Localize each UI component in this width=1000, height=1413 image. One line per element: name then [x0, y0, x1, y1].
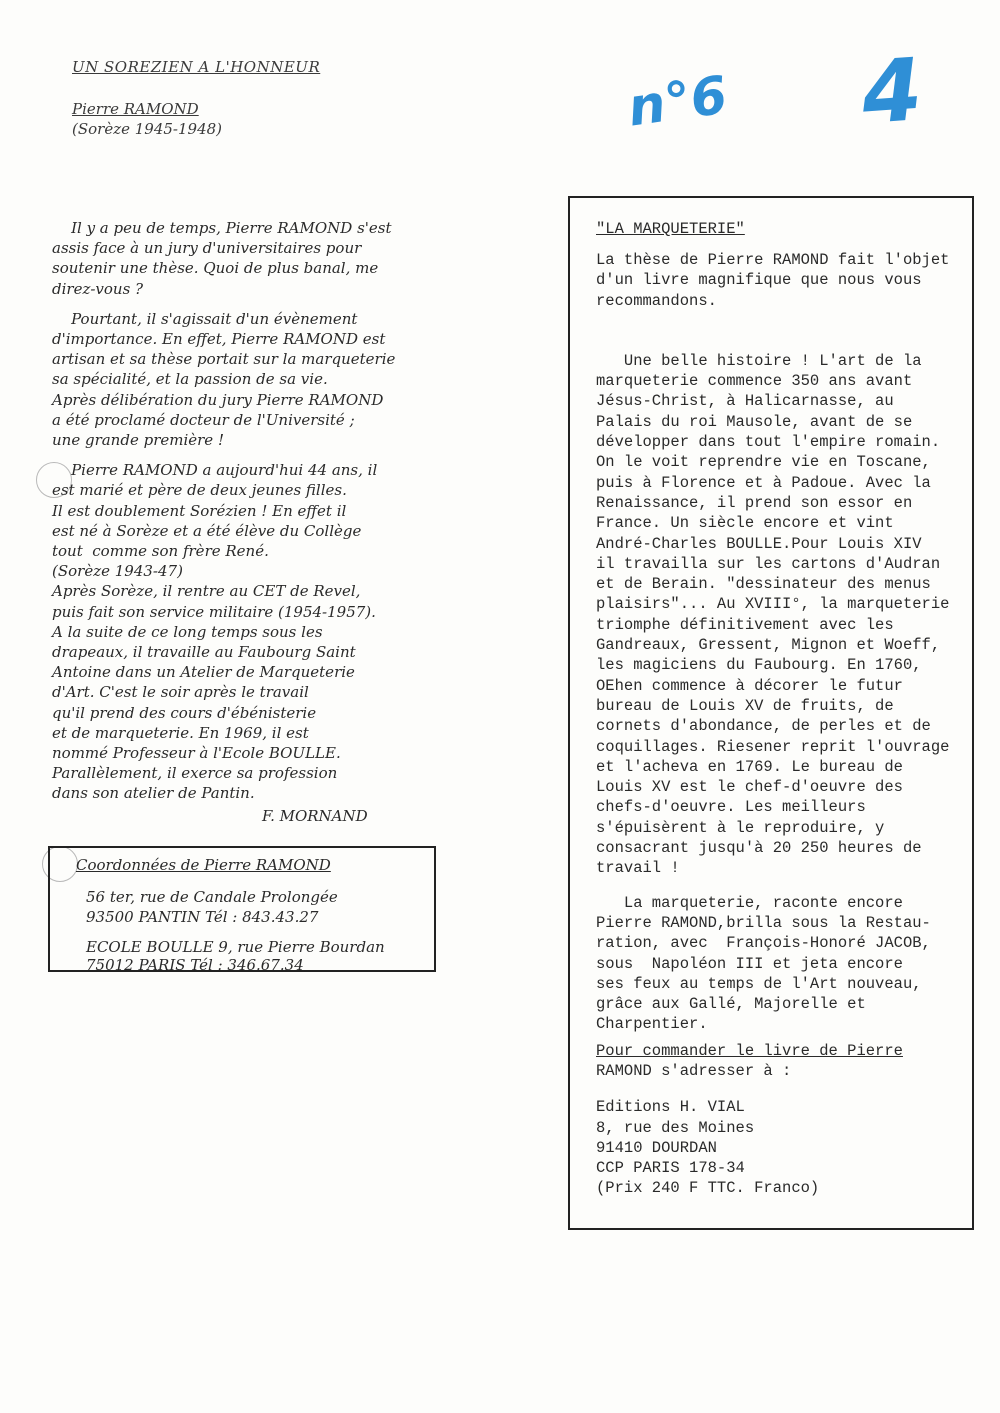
intro-line: La thèse de Pierre RAMOND fait l'objet [596, 251, 950, 269]
article-line: Après délibération du jury Pierre RAMOND [52, 390, 384, 409]
story-line: triomphe définitivement avec les [596, 615, 894, 634]
marqueterie-box [568, 196, 974, 1230]
publisher-line: 8, rue des Moines [596, 1118, 755, 1137]
article-line: Parallèlement, il exerce sa profession [52, 764, 338, 783]
address-line: ECOLE BOULLE 9, rue Pierre Bourdan [86, 938, 385, 956]
article-line: soutenir une thèse. Quoi de plus banal, me [52, 259, 379, 278]
story-line: développer dans tout l'empire romain. [596, 433, 941, 452]
story-line: bureau de Louis XV de fruits, de [596, 696, 894, 715]
restoration-line: sous Napoléon III et jeta encore [596, 954, 903, 973]
article-line: et de marqueterie. En 1969, il est [52, 723, 309, 742]
publisher-line: 91410 DOURDAN [596, 1138, 717, 1157]
coordinates-box [48, 846, 436, 972]
story-line: plaisirs"... Au XVIII°, la marqueterie [596, 595, 950, 614]
box-title: "LA MARQUETERIE" [596, 220, 745, 238]
story-line: coquillages. Riesener reprit l'ouvrage [596, 737, 950, 756]
story-line: On le voit reprendre vie en Toscane, [596, 453, 931, 472]
article-line: drapeaux, il travaille au Faubourg Saint [52, 643, 356, 662]
story-line: s'épuisèrent à le reproduire, y [596, 818, 885, 837]
article-line: qu'il prend des cours d'ébénisterie [52, 703, 317, 722]
story-line: Louis XV est le chef-d'oeuvre des [596, 778, 903, 797]
handwritten-number: n°6 [624, 65, 731, 139]
publisher-line: Editions H. VIAL [596, 1098, 745, 1117]
story-line: il travailla sur les cartons d'Audran [596, 554, 941, 573]
story-line: les magiciens du Faubourg. En 1760, [596, 656, 922, 675]
article-line: dans son atelier de Pantin. [52, 784, 255, 803]
restoration-line: La marqueterie, raconte encore [596, 893, 903, 912]
article-line [52, 450, 538, 460]
article-line: d'importance. En effet, Pierre RAMOND est [52, 330, 386, 349]
intro-line: d'un livre magnifique que nous vous [596, 271, 922, 290]
article-line: une grande première ! [52, 431, 224, 450]
restoration-line: grâce aux Gallé, Majorelle et [596, 995, 866, 1014]
story-line: et l'acheva en 1769. Le bureau de [596, 757, 903, 776]
article-line: Après Sorèze, il rentre au CET de Revel, [52, 582, 361, 601]
article-line: Antoine dans un Atelier de Marqueterie [52, 663, 355, 682]
restoration-line: Pierre RAMOND,brilla sous la Restau- [596, 913, 931, 932]
coordinates-title: Coordonnées de Pierre RAMOND [76, 856, 331, 874]
article-body [52, 218, 538, 826]
article-line: (Sorèze 1943-47) [52, 562, 183, 581]
story-line: André-Charles BOULLE.Pour Louis XIV [596, 534, 922, 553]
article-line: Pourtant, il s'agissait d'un évènement [52, 309, 358, 328]
story-paragraph [596, 351, 968, 879]
article-line: puis fait son service militaire (1954-1957). [52, 602, 376, 621]
article-line: A la suite de ce long temps sous les [52, 622, 323, 641]
story-line: puis à Florence et à Padoue. Avec la [596, 473, 931, 492]
intro-paragraph [596, 250, 968, 311]
publisher-line: CCP PARIS 178-34 [596, 1159, 745, 1178]
article-line: assis face à un jury d'universitaires pour [52, 239, 362, 258]
restoration-paragraph [596, 893, 968, 1035]
address-line: 75012 PARIS Tél : 346.67.34 [86, 956, 304, 974]
story-line: OEhen commence à décorer le futur [596, 676, 903, 695]
restoration-line: Charpentier. [596, 1015, 708, 1034]
story-line: marqueterie commence 350 ans avant [596, 372, 913, 391]
article-line: sa spécialité, et la passion de sa vie. [52, 370, 328, 389]
article-line: direz-vous ? [52, 279, 144, 298]
story-line: chefs-d'oeuvre. Les meilleurs [596, 798, 866, 817]
story-line: France. Un siècle encore et vint [596, 514, 894, 533]
restoration-line: ses feux au temps de l'Art nouveau, [596, 974, 922, 993]
story-line: travail ! [596, 859, 680, 878]
story-line: consacrant jusqu'à 20 250 heures de [596, 839, 922, 858]
story-line: Gandreaux, Gressent, Mignon et Woeff, [596, 636, 941, 655]
article-line: d'Art. C'est le soir après le travail [52, 683, 309, 702]
intro-line: recommandons. [596, 291, 717, 310]
person-years: (Sorèze 1945-1948) [72, 120, 223, 138]
story-line: Jésus-Christ, à Halicarnasse, au [596, 392, 894, 411]
story-line: Palais du roi Mausole, avant de se [596, 412, 913, 431]
story-line: et de Berain. "dessinateur des menus [596, 575, 931, 594]
article-line: tout comme son frère René. [52, 542, 269, 561]
article-line: artisan et sa thèse portait sur la marqueterie [52, 350, 396, 369]
article-signature: F. MORNAND [262, 806, 368, 825]
article-line: nommé Professeur à l'Ecole BOULLE. [52, 744, 341, 763]
address-line: 93500 PANTIN Tél : 843.43.27 [86, 908, 319, 926]
article-line: Il est doublement Sorézien ! En effet il [52, 501, 347, 520]
story-line: cornets d'abondance, de perles et de [596, 717, 931, 736]
article-line: a été proclamé docteur de l'Université ; [52, 410, 355, 429]
article-line: est né à Sorèze et a été élève du Collège [52, 521, 362, 540]
article-line [52, 299, 538, 309]
person-name: Pierre RAMOND [72, 100, 199, 118]
order-heading: Pour commander le livre de Pierre [596, 1041, 903, 1060]
restoration-line: ration, avec François-Honoré JACOB, [596, 934, 931, 953]
story-line: Une belle histoire ! L'art de la [596, 351, 922, 370]
handwritten-mark: 4 [858, 40, 926, 144]
box-body [596, 250, 968, 1199]
publisher-line: (Prix 240 F TTC. Franco) [596, 1179, 820, 1198]
publisher-address [596, 1097, 968, 1198]
story-line: Renaissance, il prend son essor en [596, 493, 913, 512]
article-line: Il y a peu de temps, Pierre RAMOND s'est [52, 219, 392, 237]
address-line: 56 ter, rue de Candale Prolongée [86, 888, 338, 906]
section-title: UN SOREZIEN A L'HONNEUR [72, 58, 321, 76]
order-line: RAMOND s'adresser à : [596, 1061, 792, 1080]
article-line: est marié et père de deux jeunes filles. [52, 481, 347, 500]
article-line: Pierre RAMOND a aujourd'hui 44 ans, il [52, 461, 378, 480]
